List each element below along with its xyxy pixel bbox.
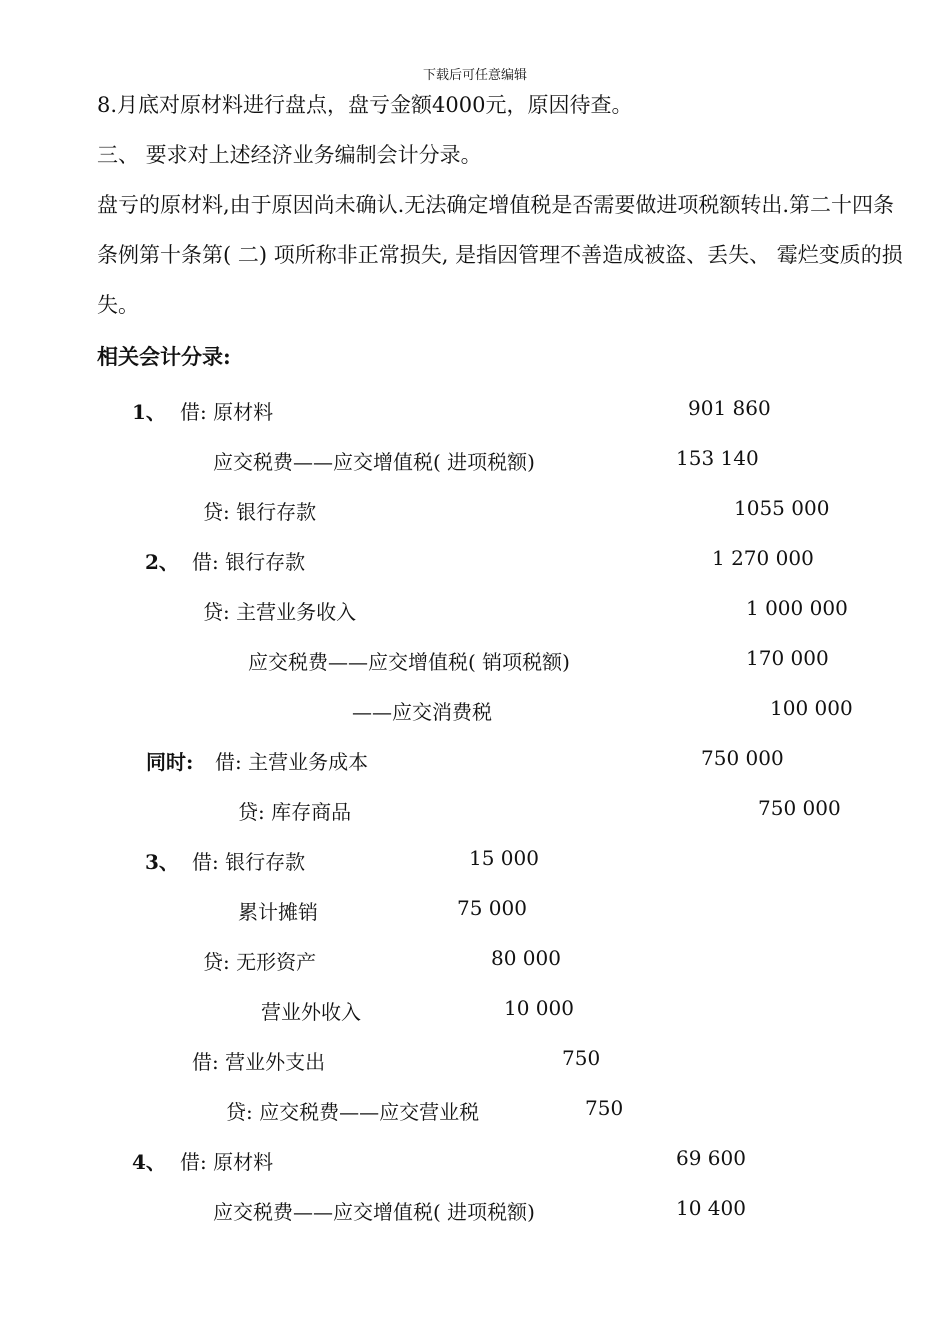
simultaneous-label: 同时: bbox=[146, 750, 194, 774]
entry-line: 贷: 应交税费——应交营业税 bbox=[226, 1100, 480, 1124]
paragraph-inventory-loss: 8.月底对原材料进行盘点，盘亏金额4000元，原因待查。 bbox=[97, 93, 633, 117]
entry-line: 贷: 主营业务收入 bbox=[203, 600, 357, 624]
entry-amount: 1 270 000 bbox=[712, 546, 814, 570]
entry-amount: 170 000 bbox=[746, 646, 829, 670]
entry-line: 借: 主营业务成本 bbox=[215, 750, 369, 774]
entry-amount: 901 860 bbox=[688, 396, 771, 420]
entry-line: 借: 银行存款 bbox=[192, 850, 306, 874]
entry-amount: 750 bbox=[585, 1096, 624, 1120]
entry-line: 贷: 库存商品 bbox=[238, 800, 352, 824]
entry-line: 应交税费——应交增值税( 进项税额) bbox=[213, 450, 535, 474]
entry-amount: 75 000 bbox=[457, 896, 527, 920]
entry-line: 营业外收入 bbox=[261, 1000, 361, 1024]
entry-number: 3、 bbox=[145, 850, 179, 874]
entry-amount: 750 000 bbox=[701, 746, 784, 770]
entry-number: 4、 bbox=[132, 1150, 166, 1174]
paragraph-explanation: 盘亏的原材料,由于原因尚未确认.无法确定增值税是否需要做进项税额转出.第二十四条 条例第十条第( 二) 项所称非正常损失, 是指因管理不善造成被盗、丢失、 霉烂变质的损失。 bbox=[97, 193, 903, 317]
entry-amount: 750 000 bbox=[758, 796, 841, 820]
entry-line: 贷: 银行存款 bbox=[203, 500, 317, 524]
entry-amount: 1 000 000 bbox=[746, 596, 848, 620]
entry-line: 应交税费——应交增值税( 销项税额) bbox=[248, 650, 570, 674]
paragraph-requirement: 三、 要求对上述经济业务编制会计分录。 bbox=[97, 143, 482, 167]
entry-line: 借: 原材料 bbox=[180, 1150, 274, 1174]
entry-amount: 750 bbox=[562, 1046, 601, 1070]
section-title: 相关会计分录: bbox=[97, 344, 231, 369]
entry-amount: 69 600 bbox=[676, 1146, 746, 1170]
entry-line: 借: 银行存款 bbox=[192, 550, 306, 574]
entry-amount: 80 000 bbox=[491, 946, 561, 970]
entry-number: 1、 bbox=[132, 400, 166, 424]
entry-amount: 10 000 bbox=[504, 996, 574, 1020]
entry-line: 应交税费——应交增值税( 进项税额) bbox=[213, 1200, 535, 1224]
entry-line: 借: 原材料 bbox=[180, 400, 274, 424]
entry-line: 贷: 无形资产 bbox=[203, 950, 317, 974]
entry-amount: 153 140 bbox=[676, 446, 759, 470]
entry-amount: 15 000 bbox=[469, 846, 539, 870]
entry-line: ——应交消费税 bbox=[352, 700, 492, 724]
entry-amount: 10 400 bbox=[676, 1196, 746, 1220]
entry-number: 2、 bbox=[145, 550, 179, 574]
entry-amount: 1055 000 bbox=[734, 496, 830, 520]
page-header: 下载后可任意编辑 bbox=[422, 68, 527, 83]
entry-line: 借: 营业外支出 bbox=[192, 1050, 326, 1074]
entry-line: 累计摊销 bbox=[238, 900, 318, 924]
entry-amount: 100 000 bbox=[770, 696, 853, 720]
